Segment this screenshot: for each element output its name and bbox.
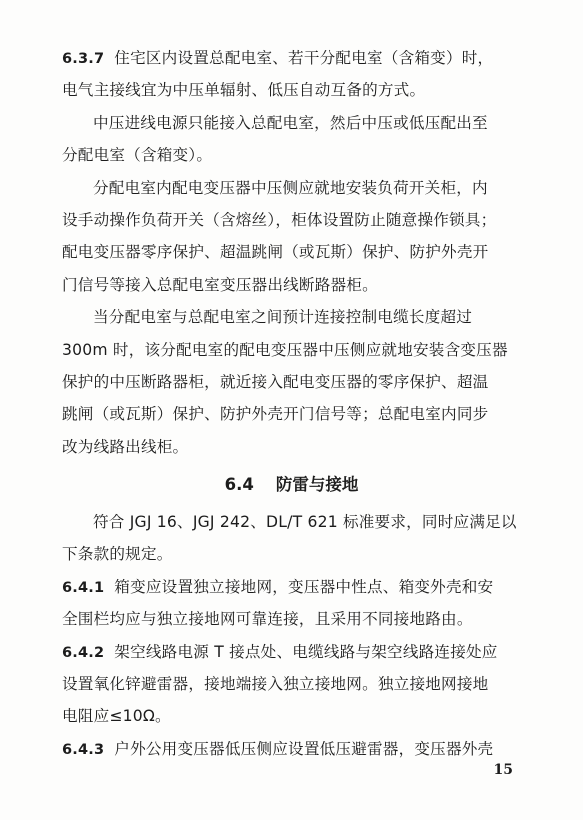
- clause-6-4-2-line-2: 设置氧化锌避雷器，接地端接入独立接地网。独立接地网接地: [62, 674, 489, 693]
- clause-6-4-1-line-1: [62, 571, 517, 603]
- clause-6-4-1-line-2: 全围栏均应与独立接地网可靠连接，且采用不同接地路由。: [62, 610, 473, 629]
- paragraph-1-line-1: 中压进线电源只能接入总配电室，然后中压或低压配出至: [93, 113, 488, 132]
- section-title: 防雷与接地: [275, 475, 359, 494]
- paragraph-4-line-1: 符合 JGJ 16、JGJ 242、DL/T 621 标准要求，同时应满足以: [93, 513, 517, 531]
- paragraph-3-line-4: 跳闸（或瓦斯）保护、防护外壳开门信号等；总配电室内同步: [62, 405, 489, 424]
- clause-6-4-2-line-1: [62, 636, 517, 668]
- clause-6-3-7-line-1: [62, 42, 517, 74]
- clause-number: 6.4.2: [62, 644, 105, 661]
- paragraph-1-line-2: 分配电室（含箱变）。: [62, 146, 213, 165]
- clause-text: 架空线路电源 T 接点处、电缆线路与架空线路连接处应: [114, 642, 498, 661]
- paragraph-3-line-3: 保护的中压断路器柜，就近接入配电变压器的零序保护、超温: [62, 372, 489, 391]
- paragraph-2-line-3: 配电变压器零序保护、超温跳闸（或瓦斯）保护、防护外壳开: [62, 243, 489, 262]
- page-number: 15: [493, 762, 513, 778]
- paragraph-3-line-5: 改为线路出线柜。: [62, 437, 189, 456]
- clause-6-3-7-line-2: 电气主接线宜为中压单辐射、低压自动互备的方式。: [62, 81, 426, 100]
- upper-text-block: [62, 42, 517, 463]
- lower-text-block: [62, 506, 517, 765]
- clause-number: 6.3.7: [62, 51, 105, 67]
- paragraph-4-line-2: 下条款的规定。: [62, 545, 173, 564]
- clause-text: 箱变应设置独立接地网，变压器中性点、箱变外壳和安: [114, 577, 494, 596]
- clause-number: 6.4.1: [62, 579, 105, 596]
- section-number: 6.4: [224, 475, 254, 494]
- clause-text: 住宅区内设置总配电室、若干分配电室（含箱变）时，: [114, 49, 494, 67]
- clause-text: 户外公用变压器低压侧应设置低压避雷器，变压器外壳: [114, 739, 494, 758]
- paragraph-3-line-1: 当分配电室与总配电室之间预计连接控制电缆长度超过: [93, 308, 473, 327]
- clause-6-4-3-line-1: [62, 733, 517, 765]
- clause-6-4-2-line-3: 电阻应≤10Ω。: [62, 707, 171, 726]
- clause-number: 6.4.3: [62, 741, 105, 758]
- paragraph-2-line-4: 门信号等接入总配电室变压器出线断路器柜。: [62, 275, 378, 294]
- section-heading: [0, 470, 583, 500]
- paragraph-3-line-2: 300m 时，该分配电室的配电变压器中压侧应就地安装含变压器: [62, 340, 508, 359]
- paragraph-2-line-2: 设手动操作负荷开关（含熔丝），柜体设置防止随意操作锁具；: [62, 210, 497, 229]
- paragraph-2-line-1: 分配电室内配电变压器中压侧应就地安装负荷开关柜，内: [93, 178, 488, 197]
